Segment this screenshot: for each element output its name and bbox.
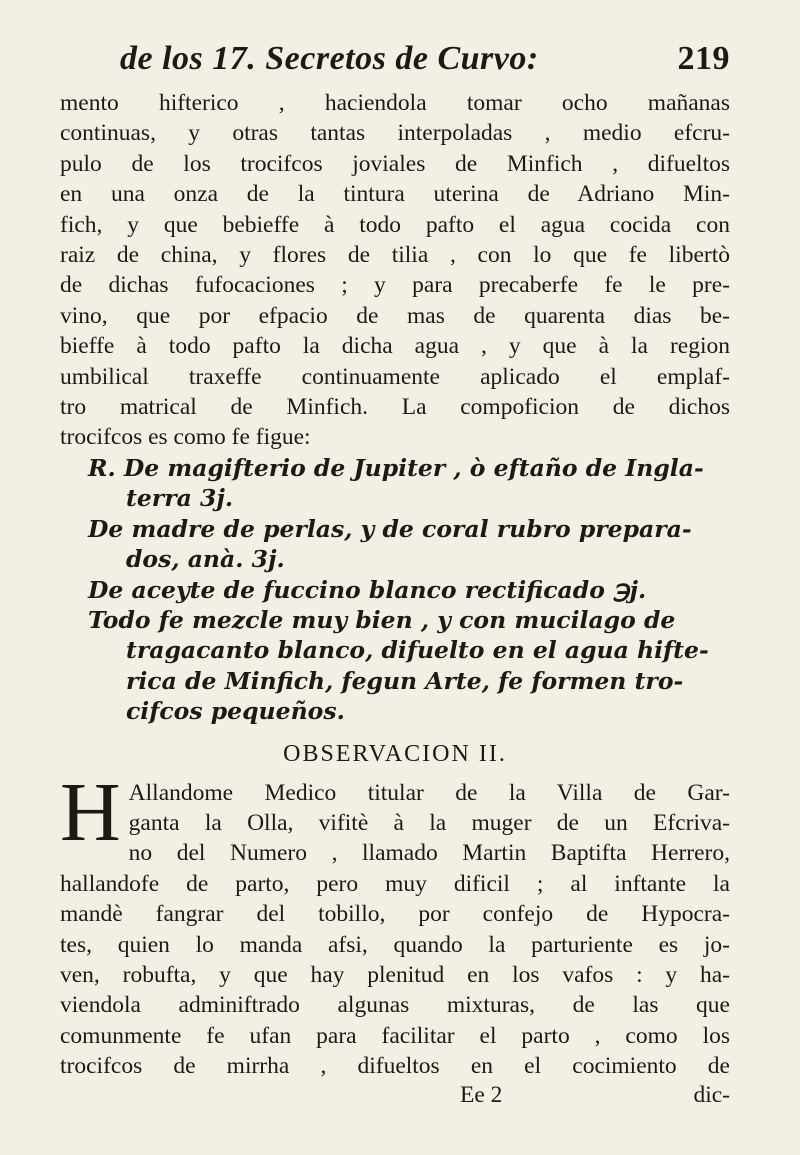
text-line: Allandome Medico titular de la Villa de Gar- [128, 779, 730, 806]
page-footer [60, 1082, 730, 1112]
text-line: continuas, y otras tantas interpoladas , medio efcru- [60, 120, 730, 147]
page-header [60, 40, 730, 88]
text-line: de dichas fufocaciones ; y para precaberfe fe le pre- [60, 272, 730, 299]
text-line: vino, que por efpacio de mas de quarenta dias be- [60, 302, 730, 329]
paragraph-1 [60, 88, 730, 453]
signature-mark: Ee 2 [460, 1081, 503, 1108]
text-line: tes, quien lo manda afsi, quando la parturiente es jo- [60, 931, 730, 958]
recipe-line: terra 3j. [126, 484, 234, 513]
running-title: de los 17. Secretos de Curvo: [120, 40, 539, 77]
text-line: no del Numero , llamado Martin Baptifta Herrero, [128, 840, 730, 867]
recipe-line: rica de Minfich, fegun Arte, fe formen tro- [126, 666, 684, 695]
recipe-line: tragacanto blanco, difuelto en el agua hifte- [126, 636, 709, 665]
text-line: tro matrical de Minfich. La compoficion de dichos [60, 394, 730, 421]
recipe-line: R. De magifterio de Jupiter , ò eftaño de Ingla- [88, 453, 704, 482]
recipe-line: dos, anà. 3j. [126, 545, 285, 574]
text-line: hallandofe de parto, pero muy dificil ; al inftante la [60, 870, 730, 897]
recipe-block [88, 453, 730, 727]
text-line: viendola adminiftrado algunas mixturas, de las que [60, 992, 730, 1019]
recipe-line: Todo fe mezcle muy bien , y con mucilago de [88, 605, 676, 634]
catchword: dic- [693, 1081, 730, 1108]
text-line: ven, robufta, y que hay plenitud en los vafos : y ha- [60, 961, 730, 988]
recipe-line: De madre de perlas, y de coral rubro prepara- [88, 514, 692, 543]
text-line: mento hifterico , haciendola tomar ocho mañanas [60, 90, 730, 116]
text-line: ganta la Olla, vifitè à la muger de un Efcriva- [128, 809, 730, 836]
section-heading: OBSERVACION II. [283, 740, 507, 767]
recipe-line: De aceyte de fuccino blanco rectificado ℈j. [88, 575, 647, 604]
text-line: trocifcos de mirrha , difueltos en el cocimiento de [60, 1053, 730, 1080]
paragraph-2 [60, 765, 730, 1082]
text-line: umbilical traxeffe continuamente aplicado el emplaf- [60, 363, 730, 390]
text-line: raiz de china, y flores de tilia , con lo que fe libertò [60, 242, 730, 269]
text-line: trocifcos es como fe figue: [60, 424, 311, 451]
text-line: en una onza de la tintura uterina de Adriano Min- [60, 181, 730, 208]
text-line: mandè fangrar del tobillo, por confejo de Hypocra- [60, 901, 730, 928]
text-line: pulo de los trocifcos joviales de Minfich , difueltos [60, 150, 730, 177]
recipe-line: cifcos pequeños. [126, 697, 345, 726]
text-line: fich, y que bebieffe à todo pafto el agua cocida con [60, 211, 730, 238]
text-line: bieffe à todo pafto la dicha agua , y que à la region [60, 333, 730, 360]
page-number: 219 [677, 40, 730, 77]
text-line: comunmente fe ufan para facilitar el parto , como los [60, 1022, 730, 1049]
drop-cap: H [60, 765, 121, 859]
